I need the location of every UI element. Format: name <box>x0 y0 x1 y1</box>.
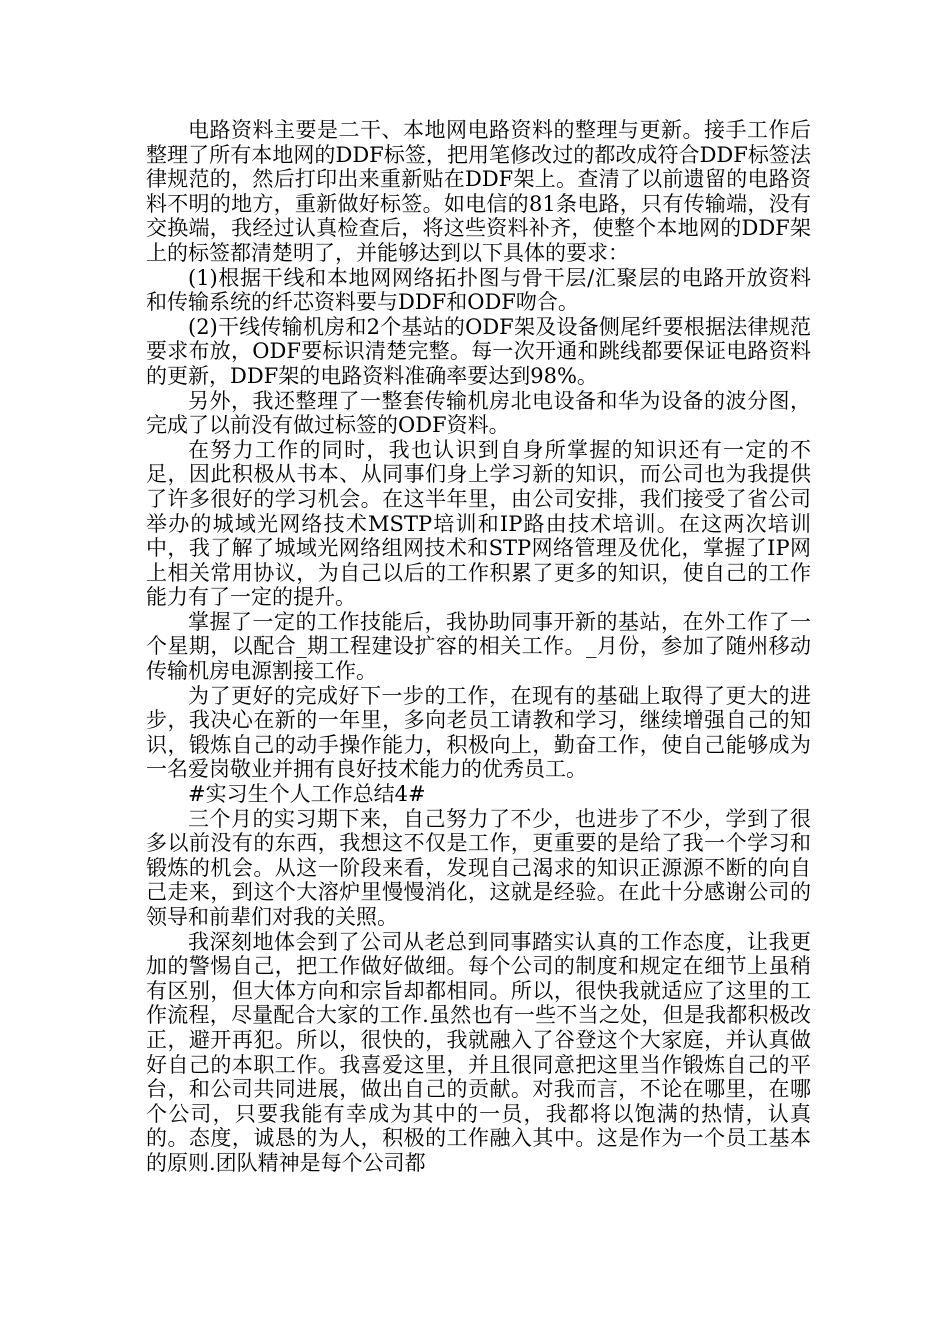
paragraph-wavelength-map: 另外，我还整理了一整套传输机房北电设备和华为设备的波分图，完成了以前没有做过标签的ODF资料。 <box>146 388 811 438</box>
paragraph-internship-summary: 三个月的实习期下来，自己努力了不少，也进步了不少，学到了很多以前没有的东西，我想这不仅是工作，更重要的是给了我一个学习和锻炼的机会。从这一阶段来看，发现自己渴求的知识正源源不断的向自己走来，到这个大溶炉里慢慢消化，这就是经验。在此十分感谢公司的领导和前辈们对我的关照。 <box>146 806 811 929</box>
paragraph-work-attitude: 我深刻地体会到了公司从老总到同事踏实认真的工作态度，让我更加的警惕自己，把工作做好做细。每个公司的制度和规定在细节上虽稍有区别，但大体方向和宗旨却都相同。所以，很快我就适应了这里的工作流程，尽量配合大家的工作.虽然也有一些不当之处，但是我都积极改正，避开再犯。所以，很快的，我就融入了谷登这个大家庭，并认真做好自己的本职工作。我喜爱这里，并且很同意把这里当作锻炼自己的平台，和公司共同进展，做出自己的贡献。对我而言，不论在哪里，在哪个公司，只要我能有幸成为其中的一员，我都将以饱满的热情，认真的。态度，诚恳的为人，积极的工作融入其中。这是作为一个员工基本的原则.团队精神是每个公司都 <box>146 929 811 1175</box>
document-body <box>146 118 811 1176</box>
paragraph-next-steps: 为了更好的完成好下一步的工作，在现有的基础上取得了更大的进步，我决心在新的一年里，多向老员工请教和学习，继续增强自己的知识，锻炼自己的动手操作能力，积极向上，勤奋工作，使自己能够成为一名爱岗敬业并拥有良好技术能力的优秀员工。 <box>146 683 811 782</box>
section-heading: #实习生个人工作总结4# <box>188 782 426 807</box>
paragraph-requirement-1: (1)根据干线和本地网网络拓扑图与骨干层/汇聚层的电路开放资料和传输系统的纤芯资料要与DDF和ODF吻合。 <box>146 265 811 315</box>
paragraph-training: 在努力工作的同时，我也认识到自身所掌握的知识还有一定的不足，因此积极从书本、从同事们身上学习新的知识，而公司也为我提供了许多很好的学习机会。在这半年里，由公司安排，我们接受了省公司举办的城域光网络技术MSTP培训和IP路由技术培训。在这两次培训中，我了解了城域光网络组网技术和STP网络管理及优化，掌握了IP网上相关常用协议，为自己以后的工作积累了更多的知识，使自己的工作能力有了一定的提升。 <box>146 437 811 610</box>
paragraph-requirement-2: (2)干线传输机房和2个基站的ODF架及设备侧尾纤要根据法律规范要求布放，ODF要标识清楚完整。每一次开通和跳线都要保证电路资料的更新，DDF架的电路资料准确率要达到98%。 <box>146 314 811 388</box>
paragraph-circuit-data: 电路资料主要是二干、本地网电路资料的整理与更新。接手工作后整理了所有本地网的DDF标签，把用笔修改过的都改成符合DDF标签法律规范的，然后打印出来重新贴在DDF架上。查清了以前遗留的电路资料不明的地方，重新做好标签。如电信的81条电路，只有传输端，没有交换端，我经过认真检查后，将这些资料补齐，使整个本地网的DDF架上的标签都清楚明了，并能够达到以下具体的要求： <box>146 118 811 265</box>
paragraph-base-station: 掌握了一定的工作技能后，我协助同事开新的基站，在外工作了一个星期，以配合_期工程建设扩容的相关工作。_月份，参加了随州移动传输机房电源割接工作。 <box>146 609 811 684</box>
